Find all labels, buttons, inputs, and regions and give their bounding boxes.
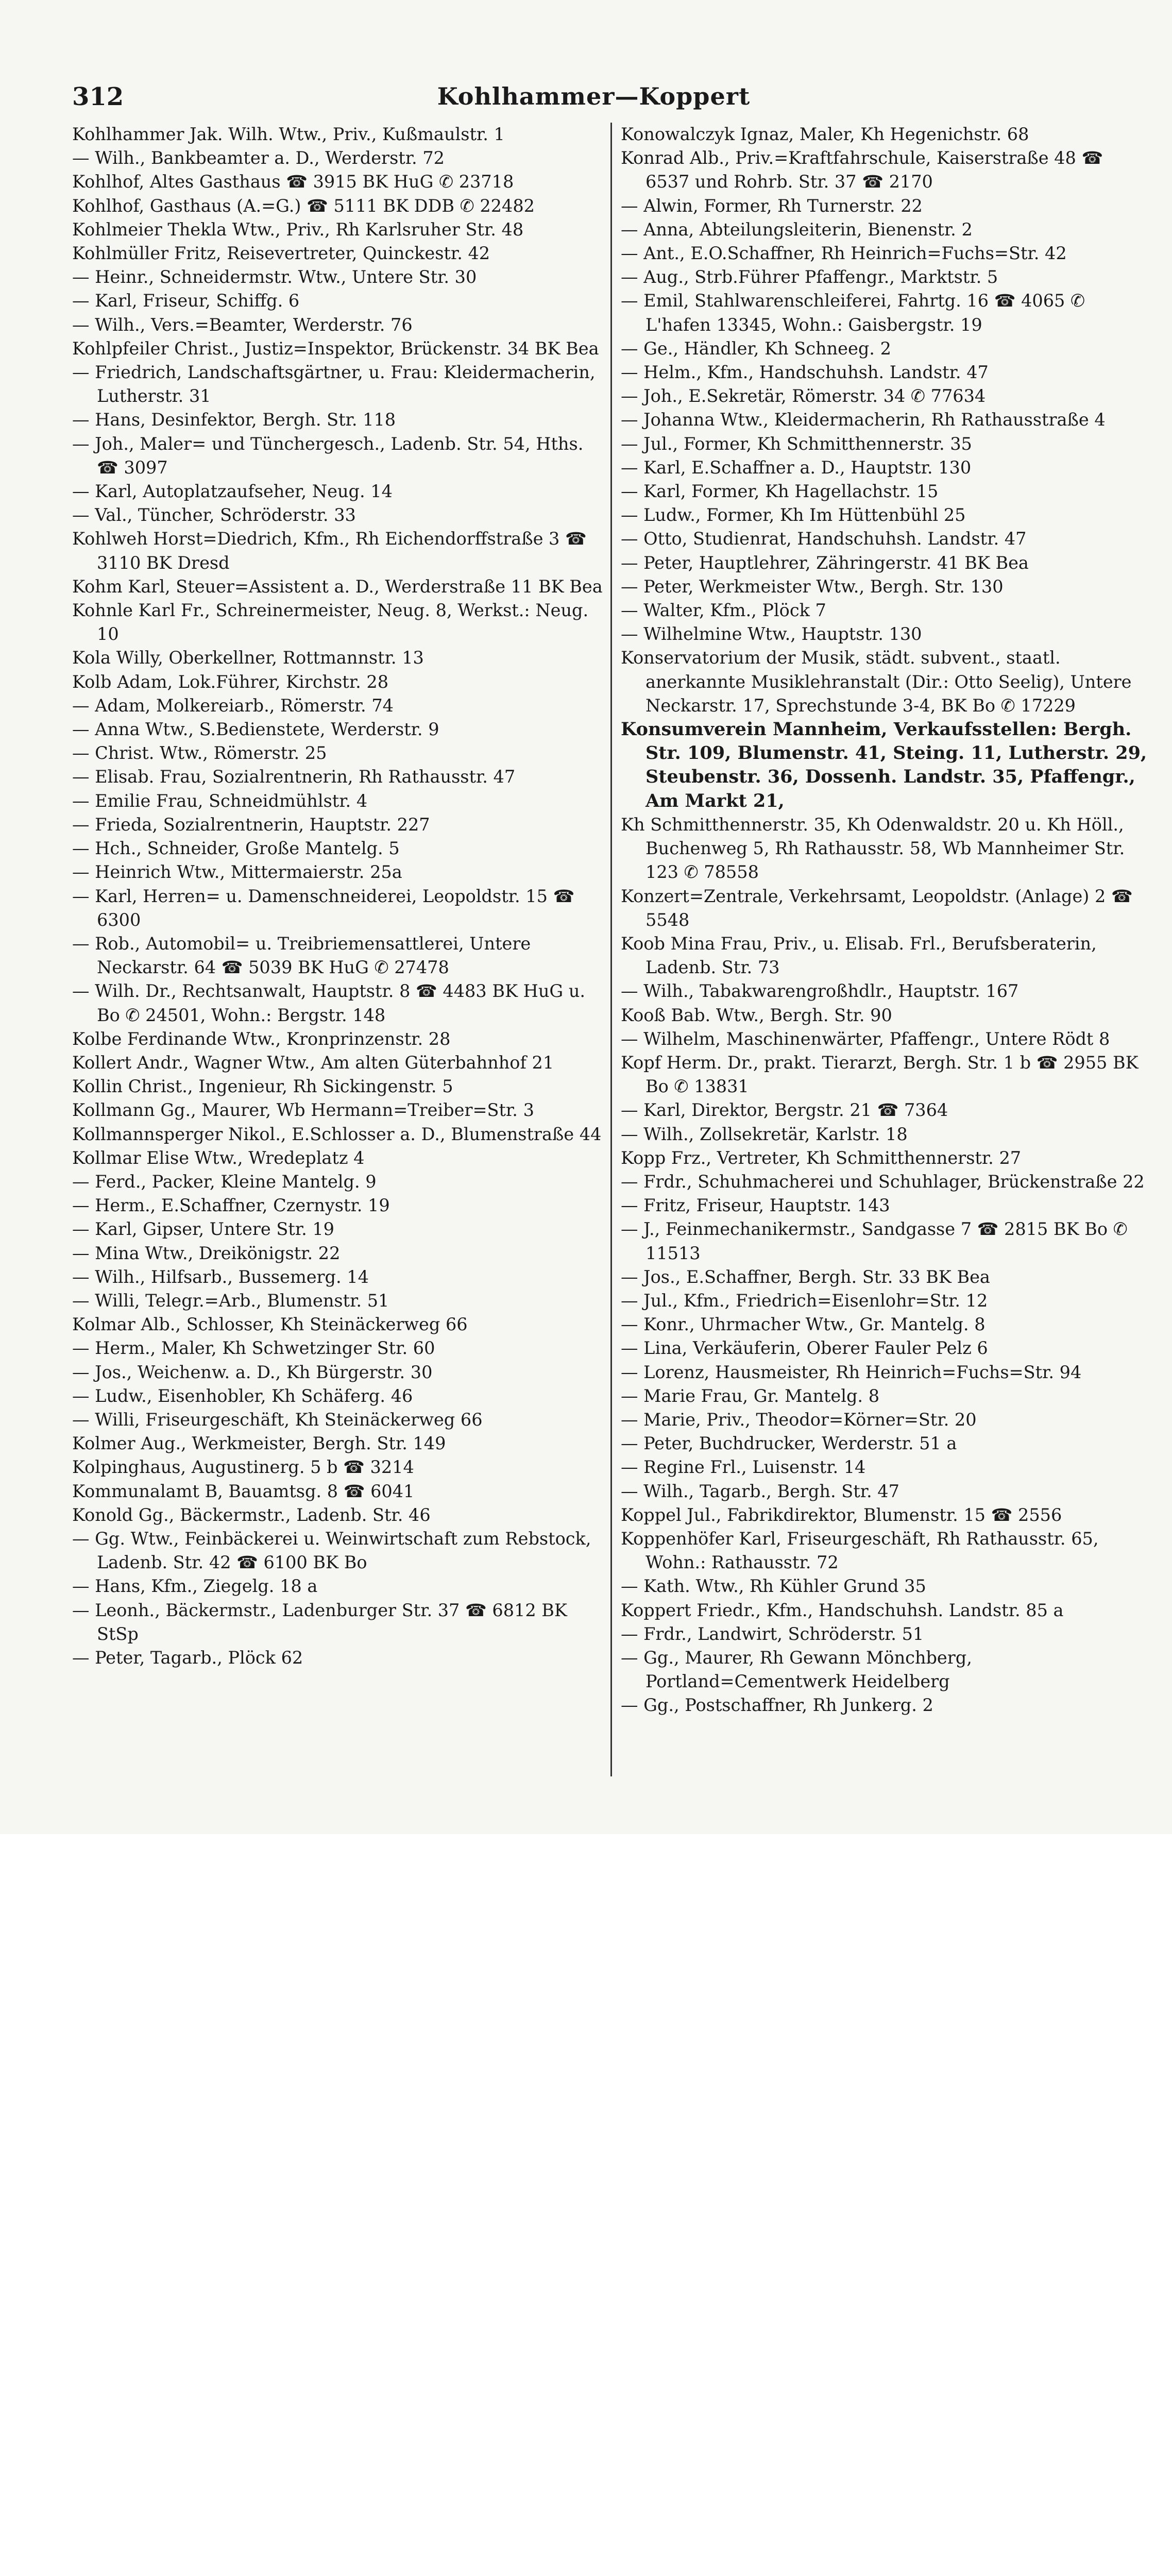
directory-entry: — Aug., Strb.Führer Pfaffengr., Marktstr. 5 (621, 267, 998, 287)
directory-entry: — Jul., Kfm., Friedrich=Eisenlohr=Str. 12 (621, 1290, 988, 1311)
directory-entry: — Karl, Friseur, Schiffg. 6 (72, 291, 300, 311)
directory-entry: — Ludw., Former, Kh Im Hüttenbühl 25 (621, 505, 966, 526)
directory-entry: Kohlmüller Fritz, Reisevertreter, Quinckestr. 42 (72, 243, 490, 264)
directory-entry: — Willi, Friseurgeschäft, Kh Steinäckerweg 66 (72, 1409, 483, 1430)
directory-entry: — Adam, Molkereiarb., Römerstr. 74 (72, 695, 394, 716)
directory-entry: — Herm., E.Schaffner, Czernystr. 19 (72, 1195, 390, 1216)
directory-entry: Konowalczyk Ignaz, Maler, Kh Hegenichstr. 68 (621, 124, 1029, 144)
directory-entry: Kohlhammer Jak. Wilh. Wtw., Priv., Kußmaulstr. 1 (72, 124, 505, 144)
directory-entry: Kohlhof, Gasthaus (A.=G.) ☎ 5111 BK DDB ✆ 22482 (72, 195, 535, 216)
directory-entry: — Konr., Uhrmacher Wtw., Gr. Mantelg. 8 (621, 1314, 986, 1335)
directory-entry: — Willi, Telegr.=Arb., Blumenstr. 51 (72, 1290, 389, 1311)
directory-entry: — Otto, Studienrat, Handschuhsh. Landstr. 47 (621, 529, 1027, 549)
directory-entry: Konservatorium der Musik, städt. subvent., staatl. anerkannte Musiklehranstalt (Dir.: Otto Seelig), Untere Neckarstr. 17, Sprechstunde 3-4, BK Bo ✆ 17229 (621, 648, 1132, 716)
directory-entry: Kolmar Alb., Schlosser, Kh Steinäckerweg 66 (72, 1314, 468, 1335)
directory-entry: Kommunalamt B, Bauamtsg. 8 ☎ 6041 (72, 1481, 415, 1501)
directory-entry: — Lorenz, Hausmeister, Rh Heinrich=Fuchs=Str. 94 (621, 1362, 1082, 1382)
directory-entry: — Wilh., Tagarb., Bergh. Str. 47 (621, 1481, 899, 1501)
directory-entry: — Mina Wtw., Dreikönigstr. 22 (72, 1243, 341, 1263)
directory-entry: — Karl, Herren= u. Damenschneiderei, Leopoldstr. 15 ☎ 6300 (72, 886, 575, 930)
directory-entry: Konzert=Zentrale, Verkehrsamt, Leopoldstr. (Anlage) 2 ☎ 5548 (621, 886, 1133, 930)
directory-entry: Kopp Frz., Vertreter, Kh Schmitthennerstr. 27 (621, 1147, 1022, 1168)
directory-entry: — J., Feinmechanikermstr., Sandgasse 7 ☎ 2815 BK Bo ✆ 11513 (621, 1219, 1128, 1263)
right-column (621, 123, 1151, 1718)
directory-entry: — Wilhelm, Maschinenwärter, Pfaffengr., Untere Rödt 8 (621, 1028, 1110, 1049)
directory-entry: — Wilh., Hilfsarb., Bussemerg. 14 (72, 1266, 369, 1287)
directory-entry: — Hch., Schneider, Große Mantelg. 5 (72, 838, 400, 859)
left-column (72, 123, 603, 1670)
directory-entry: — Wilh., Vers.=Beamter, Werderstr. 76 (72, 314, 413, 335)
directory-entry: — Herm., Maler, Kh Schwetzinger Str. 60 (72, 1338, 435, 1359)
directory-entry: Koppenhöfer Karl, Friseurgeschäft, Rh Rathausstr. 65, Wohn.: Rathausstr. 72 (621, 1528, 1099, 1573)
directory-entry: — Marie Frau, Gr. Mantelg. 8 (621, 1385, 880, 1406)
directory-entry: Kohlhof, Altes Gasthaus ☎ 3915 BK HuG ✆ 23718 (72, 172, 514, 192)
directory-entry: — Joh., Maler= und Tünchergesch., Ladenb. Str. 54, Hths. ☎ 3097 (72, 433, 584, 478)
directory-entry: — Wilh., Bankbeamter a. D., Werderstr. 72 (72, 148, 445, 168)
directory-entry: — Peter, Werkmeister Wtw., Bergh. Str. 130 (621, 576, 1004, 597)
directory-entry: Kollmar Elise Wtw., Wredeplatz 4 (72, 1147, 365, 1168)
directory-entry: — Regine Frl., Luisenstr. 14 (621, 1457, 866, 1478)
directory-entry: — Wilh., Zollsekretär, Karlstr. 18 (621, 1124, 908, 1144)
directory-entry: — Ge., Händler, Kh Schneeg. 2 (621, 338, 891, 359)
directory-entry: — Johanna Wtw., Kleidermacherin, Rh Rathausstraße 4 (621, 410, 1106, 430)
directory-entry: — Lina, Verkäuferin, Oberer Fauler Pelz 6 (621, 1338, 988, 1359)
directory-entry: — Jos., E.Schaffner, Bergh. Str. 33 BK Bea (621, 1266, 990, 1287)
directory-entry: — Frieda, Sozialrentnerin, Hauptstr. 227 (72, 814, 430, 835)
directory-entry: Kollert Andr., Wagner Wtw., Am alten Güterbahnhof 21 (72, 1052, 554, 1073)
directory-entry: — Alwin, Former, Rh Turnerstr. 22 (621, 195, 923, 216)
directory-entry: — Kath. Wtw., Rh Kühler Grund 35 (621, 1576, 926, 1597)
directory-entry: — Friedrich, Landschaftsgärtner, u. Frau: Kleidermacherin, Lutherstr. 31 (72, 362, 596, 406)
directory-entry: — Ant., E.O.Schaffner, Rh Heinrich=Fuchs=Str. 42 (621, 243, 1067, 264)
directory-entry: — Karl, Former, Kh Hagellachstr. 15 (621, 481, 939, 502)
directory-entry: — Anna Wtw., S.Bedienstete, Werderstr. 9 (72, 719, 439, 740)
directory-entry: — Emilie Frau, Schneidmühlstr. 4 (72, 790, 368, 811)
column-divider (610, 123, 612, 1776)
directory-entry: — Rob., Automobil= u. Treibriemensattlerei, Untere Neckarstr. 64 ☎ 5039 BK HuG ✆ 27478 (72, 933, 531, 978)
directory-entry: Konsumverein Mannheim, Verkaufsstellen: Bergh. Str. 109, Blumenstr. 41, Steing. 11, Lutherstr. 29, Steubenstr. 36, Dossenh. Landstr. 35, Pfaffengr., Am Markt 21, (621, 719, 1147, 811)
directory-entry: — Heinr., Schneidermstr. Wtw., Untere Str. 30 (72, 267, 477, 287)
directory-entry: Kolbe Ferdinande Wtw., Kronprinzenstr. 28 (72, 1028, 451, 1049)
directory-entry: Kohm Karl, Steuer=Assistent a. D., Werderstraße 11 BK Bea (72, 576, 603, 597)
directory-entry: — Anna, Abteilungsleiterin, Bienenstr. 2 (621, 219, 973, 240)
directory-entry: — Peter, Hauptlehrer, Zähringerstr. 41 BK Bea (621, 552, 1029, 573)
page-number: 312 (72, 82, 124, 111)
directory-entry: — Elisab. Frau, Sozialrentnerin, Rh Rathausstr. 47 (72, 767, 516, 787)
directory-entry: — Joh., E.Sekretär, Römerstr. 34 ✆ 77634 (621, 386, 986, 406)
directory-entry: — Frdr., Landwirt, Schröderstr. 51 (621, 1623, 924, 1644)
directory-entry: Koppert Friedr., Kfm., Handschuhsh. Landstr. 85 a (621, 1600, 1064, 1620)
directory-entry: Kopf Herm. Dr., prakt. Tierarzt, Bergh. Str. 1 b ☎ 2955 BK Bo ✆ 13831 (621, 1052, 1139, 1097)
directory-entry: Kollmannsperger Nikol., E.Schlosser a. D., Blumenstraße 44 (72, 1124, 602, 1144)
directory-entry: — Leonh., Bäckermstr., Ladenburger Str. 37 ☎ 6812 BK StSp (72, 1600, 567, 1644)
directory-entry: — Karl, Autoplatzaufseher, Neug. 14 (72, 481, 393, 502)
directory-entry: Kola Willy, Oberkellner, Rottmannstr. 13 (72, 648, 424, 668)
directory-entry: — Val., Tüncher, Schröderstr. 33 (72, 505, 356, 526)
directory-entry: — Peter, Buchdrucker, Werderstr. 51 a (621, 1433, 957, 1454)
directory-entry: — Gg., Maurer, Rh Gewann Mönchberg, Portland=Cementwerk Heidelberg (621, 1648, 972, 1692)
directory-entry: — Marie, Priv., Theodor=Körner=Str. 20 (621, 1409, 977, 1430)
directory-entry: — Wilh., Tabakwarengroßhdlr., Hauptstr. 167 (621, 981, 1019, 1002)
directory-entry: — Ferd., Packer, Kleine Mantelg. 9 (72, 1171, 377, 1192)
directory-entry: Kollmann Gg., Maurer, Wb Hermann=Treiber=Str. 3 (72, 1100, 534, 1121)
directory-entry: — Karl, Direktor, Bergstr. 21 ☎ 7364 (621, 1100, 948, 1121)
directory-entry: Kh Schmitthennerstr. 35, Kh Odenwaldstr. 20 u. Kh Höll., Buchenweg 5, Rh Rathausstr. 58, Wb Mannheimer Str. 123 ✆ 78558 (621, 814, 1125, 883)
directory-entry: — Christ. Wtw., Römerstr. 25 (72, 743, 327, 764)
directory-entry: Konrad Alb., Priv.=Kraftfahrschule, Kaiserstraße 48 ☎ 6537 und Rohrb. Str. 37 ☎ 2170 (621, 148, 1103, 192)
directory-entry: — Helm., Kfm., Handschuhsh. Landstr. 47 (621, 362, 989, 383)
directory-entry: Kohlweh Horst=Diedrich, Kfm., Rh Eichendorffstraße 3 ☎ 3110 BK Dresd (72, 529, 587, 573)
directory-entry: Kolmer Aug., Werkmeister, Bergh. Str. 149 (72, 1433, 446, 1454)
directory-entry: — Walter, Kfm., Plöck 7 (621, 600, 826, 621)
directory-entry: Kollin Christ., Ingenieur, Rh Sickingenstr. 5 (72, 1076, 453, 1097)
page-header (72, 77, 1115, 113)
footer (0, 1834, 1172, 1911)
directory-entry: — Heinrich Wtw., Mittermaierstr. 25a (72, 862, 402, 883)
directory-entry: — Fritz, Friseur, Hauptstr. 143 (621, 1195, 890, 1216)
directory-entry: Koob Mina Frau, Priv., u. Elisab. Frl., Berufsberaterin, Ladenb. Str. 73 (621, 933, 1097, 978)
directory-entry: Konold Gg., Bäckermstr., Ladenb. Str. 46 (72, 1504, 431, 1525)
directory-entry: Kohlpfeiler Christ., Justiz=Inspektor, Brückenstr. 34 BK Bea (72, 338, 599, 359)
directory-entry: — Ludw., Eisenhobler, Kh Schäferg. 46 (72, 1385, 413, 1406)
directory-entry: — Jos., Weichenw. a. D., Kh Bürgerstr. 30 (72, 1362, 433, 1382)
directory-entry: — Wilh. Dr., Rechtsanwalt, Hauptstr. 8 ☎ 4483 BK HuG u. Bo ✆ 24501, Wohn.: Bergstr. 148 (72, 981, 586, 1025)
directory-entry: — Gg. Wtw., Feinbäckerei u. Weinwirtschaft zum Rebstock, Ladenb. Str. 42 ☎ 6100 BK Bo (72, 1528, 591, 1573)
directory-entry: — Emil, Stahlwarenschleiferei, Fahrtg. 16 ☎ 4065 ✆ L'hafen 13345, Wohn.: Gaisbergstr. 19 (621, 291, 1085, 335)
directory-entry: — Gg., Postschaffner, Rh Junkerg. 2 (621, 1695, 933, 1716)
directory-entry: Kolpinghaus, Augustinerg. 5 b ☎ 3214 (72, 1457, 414, 1478)
running-title: Kohlhammer—Koppert (437, 82, 751, 110)
directory-entry: — Hans, Kfm., Ziegelg. 18 a (72, 1576, 318, 1597)
directory-entry: Kolb Adam, Lok.Führer, Kirchstr. 28 (72, 671, 389, 692)
directory-entry: Kohnle Karl Fr., Schreinermeister, Neug. 8, Werkst.: Neug. 10 (72, 600, 589, 645)
directory-entry: — Peter, Tagarb., Plöck 62 (72, 1648, 303, 1668)
directory-entry: — Wilhelmine Wtw., Hauptstr. 130 (621, 624, 922, 645)
directory-entry: — Hans, Desinfektor, Bergh. Str. 118 (72, 410, 396, 430)
directory-entry: — Jul., Former, Kh Schmitthennerstr. 35 (621, 433, 972, 454)
directory-entry: — Karl, E.Schaffner a. D., Hauptstr. 130 (621, 457, 972, 478)
directory-entry: Koppel Jul., Fabrikdirektor, Blumenstr. 15 ☎ 2556 (621, 1504, 1062, 1525)
directory-entry: — Frdr., Schuhmacherei und Schuhlager, Brückenstraße 22 (621, 1171, 1145, 1192)
directory-entry: — Karl, Gipser, Untere Str. 19 (72, 1219, 334, 1240)
directory-entry: Kohlmeier Thekla Wtw., Priv., Rh Karlsruher Str. 48 (72, 219, 524, 240)
directory-entry: Kooß Bab. Wtw., Bergh. Str. 90 (621, 1005, 892, 1025)
